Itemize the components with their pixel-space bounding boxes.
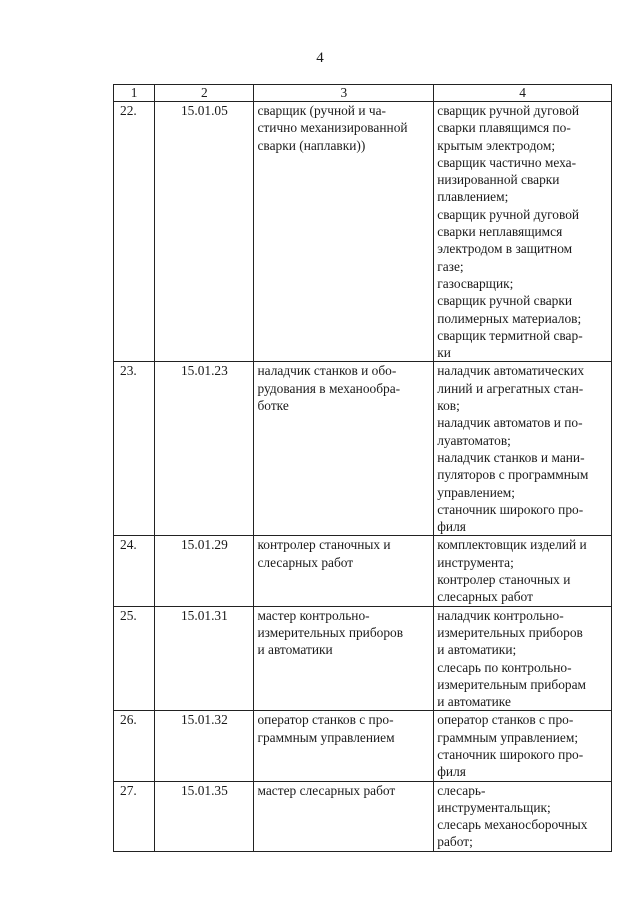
column-header-2: 2 bbox=[155, 85, 254, 102]
qualification-list-line: филя bbox=[437, 519, 466, 535]
profession-name-line: и автоматики bbox=[257, 642, 333, 658]
qualification-list-line: граммным управлением; bbox=[437, 729, 579, 745]
qualification-list-line: слесарь- bbox=[437, 782, 486, 798]
profession-name-line: оператор станков с про- bbox=[257, 712, 394, 728]
qualification-list-line: инструментальщик; bbox=[437, 799, 551, 815]
qualification-list bbox=[434, 362, 612, 536]
qualification-list-line: крытым электродом; bbox=[437, 137, 556, 153]
qualification-list-line: луавтоматов; bbox=[437, 432, 511, 448]
table-row bbox=[114, 536, 612, 606]
qualification-list-line: сварщик ручной сварки bbox=[437, 293, 573, 309]
profession-name bbox=[254, 606, 434, 711]
qualification-list-line: электродом в защитном bbox=[437, 241, 573, 257]
profession-name-line: рудования в механообра- bbox=[257, 380, 401, 396]
qualification-list bbox=[434, 536, 612, 606]
profession-name-line: мастер контрольно- bbox=[257, 607, 370, 623]
qualification-list-line: плавлением; bbox=[437, 189, 509, 205]
header-row bbox=[114, 85, 612, 102]
qualification-list-line: наладчик станков и мани- bbox=[437, 449, 585, 465]
row-number: 22. bbox=[114, 102, 155, 362]
column-header-4: 4 bbox=[434, 85, 612, 102]
qualification-list-line: сварщик ручной дуговой bbox=[437, 103, 580, 118]
qualification-list-line: сварки плавящимся по- bbox=[437, 120, 571, 136]
profession-code: 15.01.05 bbox=[155, 102, 254, 362]
table-row bbox=[114, 362, 612, 536]
professions-table bbox=[113, 84, 612, 852]
profession-code: 15.01.31 bbox=[155, 606, 254, 711]
profession-name bbox=[254, 781, 434, 851]
qualification-list bbox=[434, 781, 612, 851]
table-row bbox=[114, 606, 612, 711]
column-header-1: 1 bbox=[114, 85, 155, 102]
qualification-list-line: сварщик термитной свар- bbox=[437, 327, 583, 343]
profession-code: 15.01.23 bbox=[155, 362, 254, 536]
qualification-list-line: и автоматики; bbox=[437, 642, 517, 658]
profession-code: 15.01.29 bbox=[155, 536, 254, 606]
qualification-list-line: слесарных работ bbox=[437, 589, 533, 605]
table-row bbox=[114, 781, 612, 851]
qualification-list-line: линий и агрегатных стан- bbox=[437, 380, 584, 396]
qualification-list-line: полимерных материалов; bbox=[437, 310, 582, 326]
column-header-3: 3 bbox=[254, 85, 434, 102]
row-number: 26. bbox=[114, 711, 155, 781]
qualification-list-line: измерительных приборов bbox=[437, 624, 583, 640]
qualification-list-line: сварщик ручной дуговой bbox=[437, 206, 580, 222]
qualification-list-line: оператор станков с про- bbox=[437, 712, 574, 728]
qualification-list-line: станочник широкого про- bbox=[437, 501, 584, 517]
qualification-list-line: и автоматике bbox=[437, 694, 511, 710]
qualification-list-line: газе; bbox=[437, 258, 464, 274]
row-number: 24. bbox=[114, 536, 155, 606]
profession-name-line: контролер станочных и bbox=[257, 537, 391, 553]
qualification-list-line: ки bbox=[437, 345, 451, 361]
profession-name bbox=[254, 362, 434, 536]
qualification-list-line: газосварщик; bbox=[437, 275, 514, 291]
qualification-list bbox=[434, 606, 612, 711]
table-row bbox=[114, 711, 612, 781]
profession-name-line: стично механизированной bbox=[257, 120, 408, 136]
qualification-list-line: управлением; bbox=[437, 484, 515, 500]
row-number: 23. bbox=[114, 362, 155, 536]
profession-name bbox=[254, 102, 434, 362]
profession-name-line: измерительных приборов bbox=[257, 624, 404, 640]
profession-name-line: сварщик (ручной и ча- bbox=[257, 103, 386, 118]
qualification-list-line: контролер станочных и bbox=[437, 572, 571, 588]
qualification-list-line: сварщик частично меха- bbox=[437, 154, 577, 170]
table-row bbox=[114, 102, 612, 362]
qualification-list-line: слесарь механосборочных bbox=[437, 817, 588, 833]
qualification-list bbox=[434, 711, 612, 781]
qualification-list-line: наладчик автоматических bbox=[437, 363, 585, 379]
profession-code: 15.01.32 bbox=[155, 711, 254, 781]
row-number: 27. bbox=[114, 781, 155, 851]
qualification-list-line: наладчик автоматов и по- bbox=[437, 415, 583, 431]
qualification-list bbox=[434, 102, 612, 362]
qualification-list-line: филя bbox=[437, 764, 466, 780]
row-number: 25. bbox=[114, 606, 155, 711]
qualification-list-line: станочник широкого про- bbox=[437, 746, 584, 762]
qualification-list-line: наладчик контрольно- bbox=[437, 607, 564, 623]
table-body bbox=[114, 102, 612, 852]
qualification-list-line: работ; bbox=[437, 834, 473, 850]
profession-name bbox=[254, 711, 434, 781]
qualification-list-line: комплектовщик изделий и bbox=[437, 537, 587, 553]
profession-name-line: ботке bbox=[257, 398, 289, 414]
profession-name-line: мастер слесарных работ bbox=[257, 782, 396, 798]
profession-name-line: сварки (наплавки)) bbox=[257, 137, 366, 153]
profession-name bbox=[254, 536, 434, 606]
profession-code: 15.01.35 bbox=[155, 781, 254, 851]
qualification-list-line: пуляторов с программным bbox=[437, 467, 589, 483]
qualification-list-line: инструмента; bbox=[437, 554, 514, 570]
qualification-list-line: слесарь по контрольно- bbox=[437, 659, 572, 675]
profession-name-line: слесарных работ bbox=[257, 554, 354, 570]
page-number: 4 bbox=[316, 50, 324, 66]
profession-name-line: наладчик станков и обо- bbox=[257, 363, 397, 379]
qualification-list-line: низированной сварки bbox=[437, 172, 560, 188]
qualification-list-line: сварки неплавящимся bbox=[437, 224, 563, 240]
qualification-list-line: измерительным приборам bbox=[437, 676, 587, 692]
profession-name-line: граммным управлением bbox=[257, 729, 395, 745]
qualification-list-line: ков; bbox=[437, 398, 460, 414]
